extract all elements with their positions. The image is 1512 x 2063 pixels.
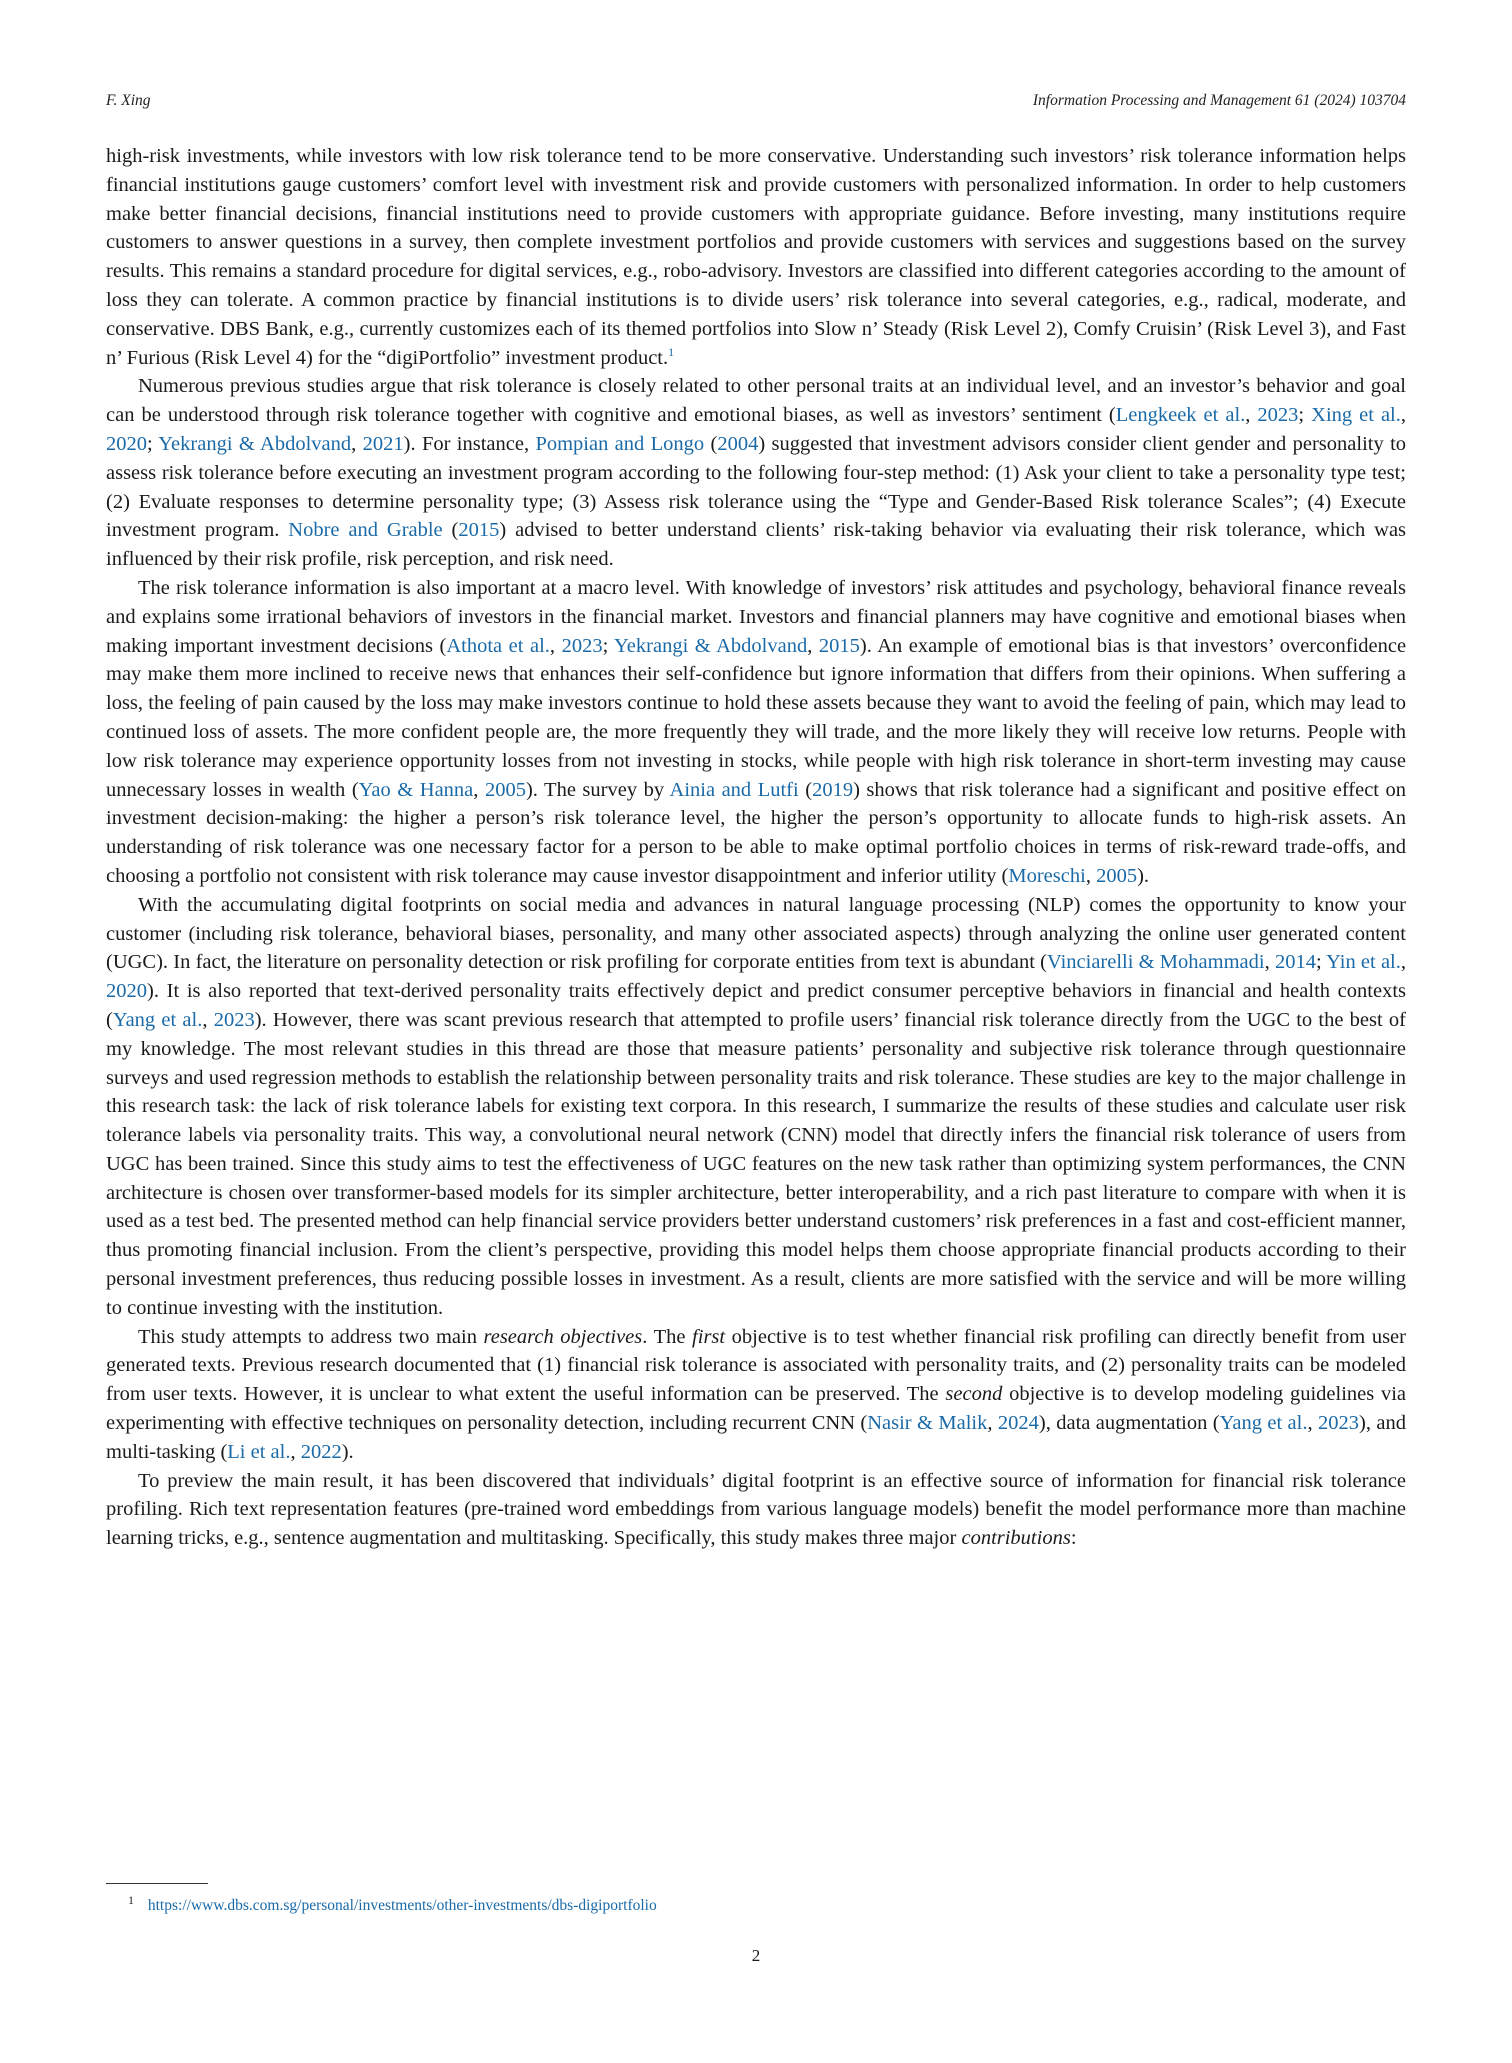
text-run: ). The survey by xyxy=(525,778,670,801)
text-run: objective is to test whether financial risk profiling can directly benefit from user generated texts. Previous research documented that (1) financial risk tolerance is associated with personality traits, and (2) personality traits can be modeled from user texts. However, it is unclear to what extent the useful information can be preserved. The xyxy=(106,1325,1406,1406)
citation-link[interactable]: 2023 xyxy=(213,1008,255,1031)
citation-link[interactable]: Yang et al. xyxy=(1219,1412,1308,1435)
paragraph xyxy=(106,574,1406,891)
citation-link[interactable]: 2021 xyxy=(362,432,404,455)
citation-link[interactable]: 2023 xyxy=(1318,1412,1360,1435)
text-run: ). xyxy=(1137,864,1150,887)
text-run: ( xyxy=(442,519,459,542)
text-run: , xyxy=(1264,951,1275,974)
citation-link[interactable]: 2004 xyxy=(717,432,759,455)
paragraph xyxy=(106,891,1406,1323)
footnote-ref-link[interactable]: 1 xyxy=(668,344,675,359)
citation-link[interactable]: 2020 xyxy=(106,980,147,1003)
running-header-author: F. Xing xyxy=(106,92,151,109)
emphasis-text: contributions xyxy=(961,1527,1071,1550)
text-run: , xyxy=(987,1412,998,1435)
text-run: , xyxy=(1400,404,1407,427)
text-run: , xyxy=(1307,1412,1319,1435)
text-run: : xyxy=(1070,1527,1077,1550)
citation-link[interactable]: Nobre and Grable xyxy=(288,519,443,542)
citation-link[interactable]: Yekrangi & Abdolvand xyxy=(614,634,808,657)
text-run: . The xyxy=(642,1325,693,1348)
citation-link[interactable]: 2005 xyxy=(484,778,526,801)
text-run: , xyxy=(290,1440,301,1463)
paragraph xyxy=(106,372,1406,574)
text-run: ). For instance, xyxy=(403,432,536,455)
text-run: To preview the main result, it has been discovered that individuals’ digital footprint is an effective source of information for financial risk tolerance profiling. Rich text representation features (pre-trained word embeddings from various language models) benefit the model performance more than machine learning tricks, e.g., sentence augmentation and multitasking. Specifically, this study makes three major xyxy=(106,1469,1406,1550)
text-run: ; xyxy=(602,634,615,657)
citation-link[interactable]: 2023 xyxy=(1257,404,1299,427)
citation-link[interactable]: Xing et al. xyxy=(1311,404,1401,427)
citation-link[interactable]: 2020 xyxy=(106,432,147,455)
citation-link[interactable]: 2015 xyxy=(818,634,860,657)
paragraph xyxy=(106,142,1406,372)
article-body xyxy=(106,142,1406,1553)
footnote-number: 1 xyxy=(128,1893,134,1907)
citation-link[interactable]: Yekrangi & Abdolvand xyxy=(158,432,352,455)
citation-link[interactable]: 2015 xyxy=(458,519,500,542)
text-run: , xyxy=(202,1008,214,1031)
paragraph xyxy=(106,1323,1406,1467)
citation-link[interactable]: Nasir & Malik xyxy=(867,1412,988,1435)
text-run: ). An example of emotional bias is that investors’ overconfidence may make them more inclined to receive news that enhances their self-confidence but ignore information that differs from their opinions. When suffering a loss, the feeling of pain caused by the loss may make investors continue to hold these assets because they want to avoid the feeling of pain, which may lead to continued loss of assets. The more confident people are, the more frequently they will trade, and the more likely they will receive low returns. People with low risk tolerance may experience opportunity losses from not investing in stocks, while people with high risk tolerance in short-term investing may cause unnecessary losses in wealth ( xyxy=(106,634,1407,801)
emphasis-text: first xyxy=(692,1325,726,1348)
citation-link[interactable]: Moreschi xyxy=(1008,864,1086,887)
text-run: ), data augmentation ( xyxy=(1038,1412,1220,1435)
text-run: , xyxy=(1245,404,1258,427)
page-number: 2 xyxy=(751,1946,761,1965)
text-run: ). xyxy=(341,1440,354,1463)
text-run: ; xyxy=(1298,404,1312,427)
text-run: ; xyxy=(1315,951,1327,974)
emphasis-text: second xyxy=(945,1383,1003,1406)
text-run: , xyxy=(1400,951,1406,974)
running-header-journal: Information Processing and Management 61 (2024) 103704 xyxy=(1032,92,1406,109)
footnote xyxy=(128,1893,657,1915)
text-run: ) advised to better understand clients’ risk-taking behavior via evaluating their risk tolerance, which was influenced by their risk profile, risk perception, and risk need. xyxy=(106,519,1407,571)
citation-link[interactable]: Li et al. xyxy=(227,1440,291,1463)
running-header xyxy=(106,92,1406,110)
text-run: objective is to develop modeling guidelines via experimenting with effective techniques on personality detection, including recurrent CNN ( xyxy=(106,1383,1407,1435)
text-run: ). It is also reported that text-derived personality traits effectively depict and predict consumer perceptive behaviors in financial and health contexts ( xyxy=(106,980,1406,1031)
citation-link[interactable]: Yin et al. xyxy=(1326,951,1401,974)
citation-link[interactable]: 2024 xyxy=(997,1412,1039,1435)
citation-link[interactable]: 2023 xyxy=(561,634,603,657)
citation-link[interactable]: 2005 xyxy=(1096,864,1138,887)
text-run: ( xyxy=(798,778,813,801)
text-run: ), and multi-tasking ( xyxy=(106,1412,1406,1463)
text-run: ) shows that risk tolerance had a significant and positive effect on investment decision-making: the higher a person’s risk tolerance level, the higher the person’s opportunity to allocate funds to high-risk assets. An understanding of risk tolerance was one necessary factor for a person to be able to make optimal portfolio choices in terms of risk-reward trade-offs, and choosing a portfolio not consistent with risk tolerance may cause investor disappointment and inferior utility ( xyxy=(106,778,1407,887)
text-run: ). However, there was scant previous research that attempted to profile users’ financial risk tolerance directly from the UGC to the best of my knowledge. The most relevant studies in this thread are those that measure patients’ personality and subjective risk tolerance through questionnaire surveys and used regression methods to establish the relationship between personality traits and risk tolerance. These studies are key to the major challenge in this research task: the lack of risk tolerance labels for existing text corpora. In this research, I summarize the results of these studies and calculate user risk tolerance labels via personality traits. This way, a convolutional neural network (CNN) model that directly infers the financial risk tolerance of users from UGC has been trained. Since this study aims to test the effectiveness of UGC features on the new task rather than optimizing system performances, the CNN architecture is chosen over transformer-based models for its simpler architecture, better interoperability, and a rich past literature to compare with when it is used as a test bed. The presented method can help financial service providers better understand customers’ risk preferences in a fast and cost-efficient manner, thus promoting financial inclusion. From the client’s perspective, providing this model helps them choose appropriate financial products according to their personal investment preferences, thus reducing possible losses in investment. As a result, clients are more satisfied with the service and will be more willing to continue investing with the institution. xyxy=(106,1008,1407,1319)
footnote-link[interactable]: https://www.dbs.com.sg/personal/investments/other-investments/dbs-digiportfolio xyxy=(147,1897,657,1915)
paragraph xyxy=(106,1467,1406,1553)
footnote-divider xyxy=(106,1883,208,1884)
text-run: , xyxy=(1085,864,1097,887)
text-run: The risk tolerance information is also important at a macro level. With knowledge of investors’ risk attitudes and psychology, behavioral finance reveals and explains some irrational behaviors of investors in the financial market. Investors and financial planners may have cognitive and emotional biases when making important investment decisions ( xyxy=(106,576,1406,657)
text-run: ; xyxy=(147,432,159,455)
citation-link[interactable]: Yang et al. xyxy=(112,1008,203,1031)
citation-link[interactable]: 2019 xyxy=(812,778,854,801)
citation-link[interactable]: Athota et al. xyxy=(446,634,550,657)
footnote-ref xyxy=(668,345,674,359)
citation-link[interactable]: 2014 xyxy=(1274,951,1316,974)
citation-link[interactable]: 2022 xyxy=(300,1440,342,1463)
text-run: This study attempts to address two main xyxy=(138,1325,484,1348)
text-run: , xyxy=(549,634,562,657)
emphasis-text: research objectives xyxy=(483,1325,643,1348)
text-run: ( xyxy=(704,432,718,455)
citation-link[interactable]: Yao & Hanna xyxy=(358,778,474,801)
citation-link[interactable]: Vinciarelli & Mohammadi xyxy=(1047,951,1265,974)
text-run: ) suggested that investment advisors consider client gender and personality to assess risk tolerance before executing an investment program according to the following four-step method: (1) Ask your client to take a personality type test; (2) Evaluate responses to determine personality type; (3) Assess risk tolerance using the “Type and Gender-Based Risk tolerance Scales”; (4) Execute investment program. xyxy=(106,432,1407,542)
citation-link[interactable]: Lengkeek et al. xyxy=(1115,404,1246,427)
text-run: high-risk investments, while investors with low risk tolerance tend to be more conservative. Understanding such investors’ risk tolerance information helps financial institutions gauge customers’ comfort level with investment risk and provide customers with personalized information. In order to help customers make better financial decisions, financial institutions need to provide customers with appropriate guidance. Before investing, many institutions require customers to answer questions in a survey, then complete investment portfolios and provide customers with services and suggestions based on the survey results. This remains a standard procedure for digital services, e.g., robo-advisory. Investors are classified into different categories according to the amount of loss they can tolerate. A common practice by financial institutions is to divide users’ risk tolerance into several categories, e.g., radical, moderate, and conservative. DBS Bank, e.g., currently customizes each of its themed portfolios into Slow n’ Steady (Risk Level 2), Comfy Cruisin’ (Risk Level 3), and Fast n’ Furious (Risk Level 4) for the “digiPortfolio” investment product. xyxy=(106,145,1406,369)
text-run: With the accumulating digital footprints on social media and advances in natural language processing (NLP) comes the opportunity to know your customer (including risk tolerance, behavioral biases, personality, and many other associated aspects) through analyzing the online user generated content (UGC). In fact, the literature on personality detection or risk profiling for corporate entities from text is abundant ( xyxy=(106,893,1406,974)
citation-link[interactable]: Ainia and Lutfi xyxy=(669,778,799,801)
text-run: Numerous previous studies argue that risk tolerance is closely related to other personal traits at an individual level, and an investor’s behavior and goal can be understood through risk tolerance together with cognitive and emotional biases, as well as investors’ sentiment ( xyxy=(106,375,1406,427)
text-run: , xyxy=(473,778,485,801)
citation-link[interactable]: Pompian and Longo xyxy=(535,432,705,455)
text-run: , xyxy=(351,432,363,455)
text-run: , xyxy=(807,634,819,657)
